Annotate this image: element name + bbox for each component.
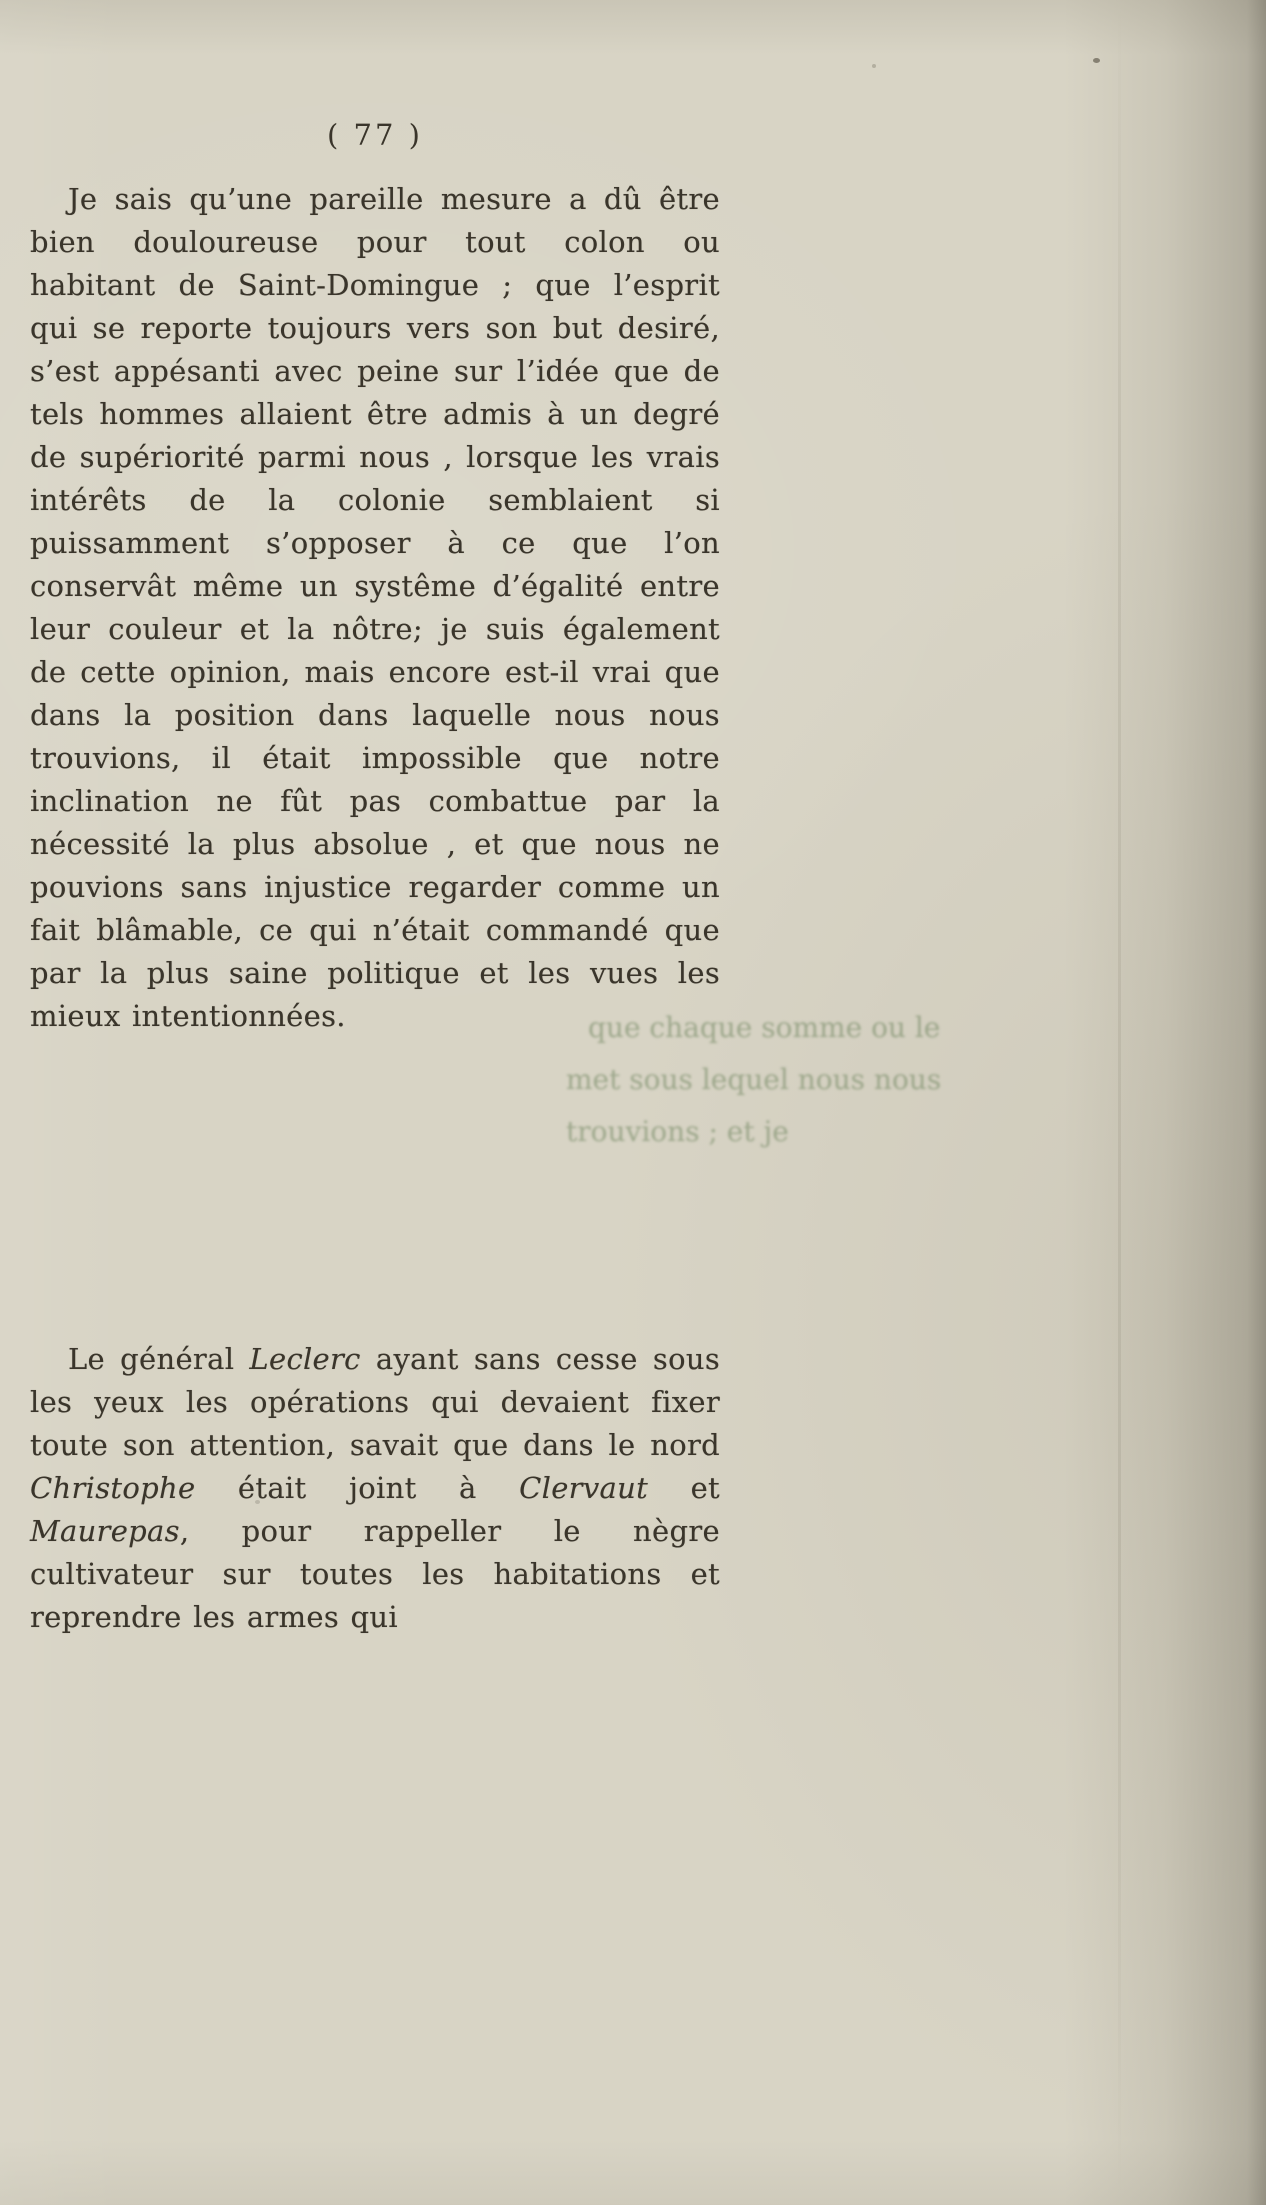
text-segment: et [648,1471,720,1505]
paper-speck [1093,58,1100,63]
text-segment: était joint à [195,1471,520,1505]
text-segment: Leclerc [249,1342,361,1376]
paper-speck [872,64,876,68]
text-segment: Christophe [30,1471,196,1505]
text-segment: Je sais qu’une pareille mesure a dû être bien douloureuse pour tout colon ou habitant de Saint-Domingue ; que l’esprit qui se reporte toujours vers son but desiré, s’est appésanti avec peine sur l’idée que de tels hommes allaient être admis à un degré de supériorité parmi nous , lorsque les vrais intérêts de la colonie semblaient si puissamment s’opposer à ce que l’on conservât même un systême d’égalité entre leur couleur et la nôtre; je suis également de cette opinion, mais encore est-il vrai que dans la position dans laquelle nous nous trouvions, il était impossible que notre inclination ne fût pas combattue par la nécessité la plus absolue , et que nous ne pouvions sans injustice regarder comme un fait blâmable, ce qui n’était commandé que par la plus saine politique et les vues les mieux intentionnées. [30,182,720,1033]
paragraph-2 [30,1338,720,1639]
text-column [30,118,720,1639]
paragraph-1 [30,178,720,1038]
text-segment: Maurepas [30,1514,180,1548]
paper-speck [255,1500,260,1504]
page-number: ( 77 ) [327,118,423,152]
text-segment: ayant sans cesse sous les yeux les opérations qui devaient fixer toute son attention, savait que dans le nord [30,1342,720,1462]
bleedthrough-line: que chaque somme ou le [588,1011,941,1044]
text-segment: Clervaut [519,1471,649,1505]
text-segment: Le général [68,1342,250,1376]
text-segment: , pour rappeller le nègre cultivateur sur toutes les habitations et reprendre les armes qui [30,1514,720,1634]
bleedthrough-line: met sous lequel nous nous trouvions ; et je [566,1063,942,1148]
page-crease [1118,0,1121,2205]
